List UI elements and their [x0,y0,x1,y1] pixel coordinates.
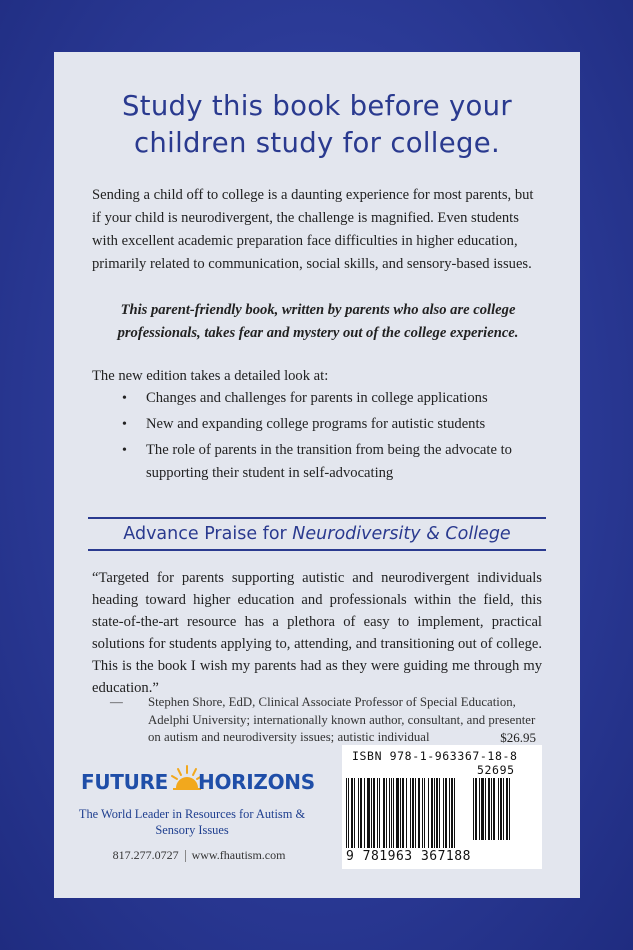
back-cover-panel [54,52,580,898]
headline [54,88,580,162]
attribution-dash: — [110,695,123,709]
ean-number: 9 781963 367188 [346,849,471,864]
list-item-text: The role of parents in the transition from being the advocate to supporting their student in self-advocating [146,442,512,481]
testimonial-quote: “Targeted for parents supporting autistic and neurodivergent individuals heading toward higher education and professionals within the field, this state-of-the-art resource has a plethora of easy to implement, practical solutions for students applying to, attending, and transitioning out of college. This is the book I wish my parents had as they were guiding me through my education.” [92,570,542,696]
tagline-line-1: The World Leader in Resources for Autism & [78,807,306,821]
isbn-number: ISBN 978-1-963367-18-8 [352,749,518,763]
list-item [118,439,538,485]
list-item-text: Changes and challenges for parents in college applications [146,390,488,406]
headline-line-2: children study for college. [133,127,500,159]
logo-word-horizons: HORIZONS [198,770,315,794]
price-addon-code: 52695 [477,763,515,777]
logo-word-future: FUTURE [81,770,169,794]
list-item-text: New and expanding college programs for autistic students [146,416,486,432]
praise-heading-prefix: Advance Praise for [123,524,293,544]
intro-paragraph: Sending a child off to college is a daunting experience for most parents, but if your child is neurodivergent, the challenge is magnified. Even students with excellent academic preparation face difficulties in higher education, primarily related to communication, social skills, and sensory-based issues. [92,187,534,272]
bullet-icon: • [122,391,127,406]
praise-heading [88,517,546,551]
headline-line-1: Study this book before your [121,90,512,122]
feature-list [118,387,538,488]
list-item [118,413,538,436]
contact-divider [185,850,186,862]
publisher-tagline [68,806,316,838]
list-lead: The new edition takes a detailed look at: [92,368,329,384]
publisher-phone: 817.277.0727 [112,848,179,862]
publisher-website: www.fhautism.com [191,848,286,862]
highlight-line-2: professionals, takes fear and mystery out of the college experience. [117,325,519,341]
barcode-block [342,745,542,869]
bullet-icon: • [122,443,127,458]
attribution-text: Stephen Shore, EdD, Clinical Associate Professor of Special Education, Adelphi University; internationally known author, consultant, and presenter on autism and neurodiversity issues; autistic individual [148,695,536,744]
price-label: $26.95 [500,730,536,745]
publisher-contact [92,848,306,863]
list-item [118,387,538,410]
isbn-barcode [346,778,470,850]
tagline-line-2: Sensory Issues [155,823,229,837]
addon-barcode [473,778,539,850]
praise-heading-title: Neurodiversity & College [292,524,511,544]
highlight-line-1: This parent-friendly book, written by parents who also are college [120,302,516,318]
highlight-quote [92,299,544,345]
publisher-logo [78,762,315,802]
bullet-icon: • [122,417,127,432]
